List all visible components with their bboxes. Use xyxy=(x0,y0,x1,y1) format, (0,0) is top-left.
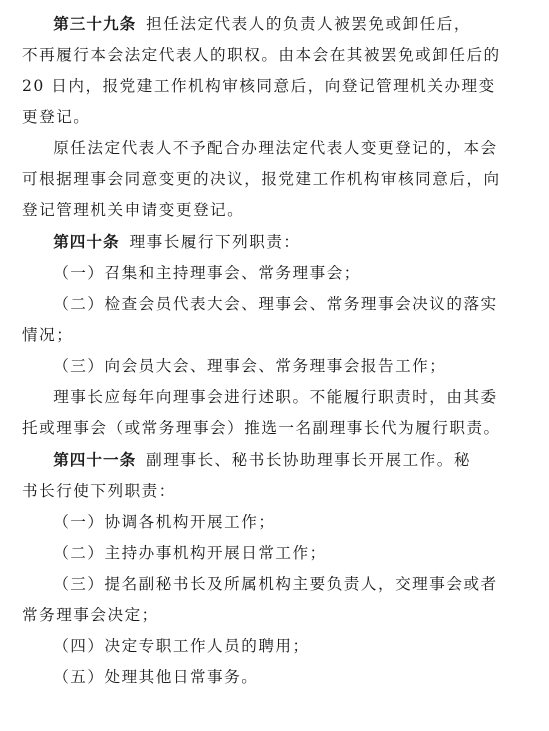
article-40-p2-line-2: 托或理事会（或常务理事会）推选一名副理事长代为履行职责。 xyxy=(22,419,501,437)
article-39-line-3: 20 日内，报党建工作机构审核同意后，向登记管理机关办理变 xyxy=(22,77,496,95)
article-41-line-2: 书长行使下列职责： xyxy=(22,482,176,500)
article-39-second-paragraph xyxy=(22,133,527,226)
article-41-item-5-line-1: （五）处理其他日常事务。 xyxy=(53,668,259,686)
article-41-item-2 xyxy=(22,538,527,569)
article-39-p2-line-3: 登记管理机关申请变更登记。 xyxy=(22,201,245,219)
article-41-paragraph xyxy=(22,444,527,507)
article-40-heading: 第四十条 xyxy=(53,232,120,251)
article-39-line-1: 担任法定代表人的负责人被罢免或卸任后， xyxy=(146,15,471,33)
article-40-item-3 xyxy=(22,351,527,382)
article-40-text: 理事长履行下列职责： xyxy=(129,233,301,251)
article-39-line-2: 不再履行本会法定代表人的职权。由本会在其被罢免或卸任后的 xyxy=(22,46,501,64)
article-41-item-3-line-1: （三）提名副秘书长及所属机构主要负责人，交理事会或者 xyxy=(53,575,498,593)
article-40-second-paragraph xyxy=(22,382,527,444)
article-40-item-1 xyxy=(22,258,527,289)
article-40-item-2-line-2: 情况； xyxy=(22,326,74,344)
article-40-item-1-line-1: （一）召集和主持理事会、常务理事会； xyxy=(53,264,361,282)
article-39-heading: 第三十九条 xyxy=(53,14,137,33)
article-41-line-1: 副理事长、秘书长协助理事长开展工作。秘 xyxy=(146,451,471,469)
article-39-paragraph xyxy=(22,8,527,133)
article-41-item-1-line-1: （一）协调各机构开展工作； xyxy=(53,513,276,531)
article-40-p2-line-1: 理事长应每年向理事会进行述职。不能履行职责时，由其委 xyxy=(53,388,498,406)
article-41-item-4-line-1: （四）决定专职工作人员的聘用； xyxy=(53,637,310,655)
article-40-item-2 xyxy=(22,289,527,351)
article-41-item-1 xyxy=(22,507,527,538)
article-41-item-3-line-2: 常务理事会决定； xyxy=(22,606,159,624)
article-39-p2-line-1: 原任法定代表人不予配合办理法定代表人变更登记的，本会 xyxy=(53,139,498,157)
article-41-item-5 xyxy=(22,662,527,693)
article-41-item-4 xyxy=(22,631,527,662)
article-39-line-4: 更登记。 xyxy=(22,108,91,126)
article-40-paragraph xyxy=(22,226,527,258)
article-41-heading: 第四十一条 xyxy=(53,450,137,469)
article-40-item-2-line-1: （二）检查会员代表大会、理事会、常务理事会决议的落实 xyxy=(53,295,498,313)
article-39-p2-line-2: 可根据理事会同意变更的决议，报党建工作机构审核同意后，向 xyxy=(22,170,501,188)
article-41-item-3 xyxy=(22,569,527,631)
article-40-item-3-line-1: （三）向会员大会、理事会、常务理事会报告工作； xyxy=(53,357,447,375)
article-41-item-2-line-1: （二）主持办事机构开展日常工作； xyxy=(53,544,327,562)
